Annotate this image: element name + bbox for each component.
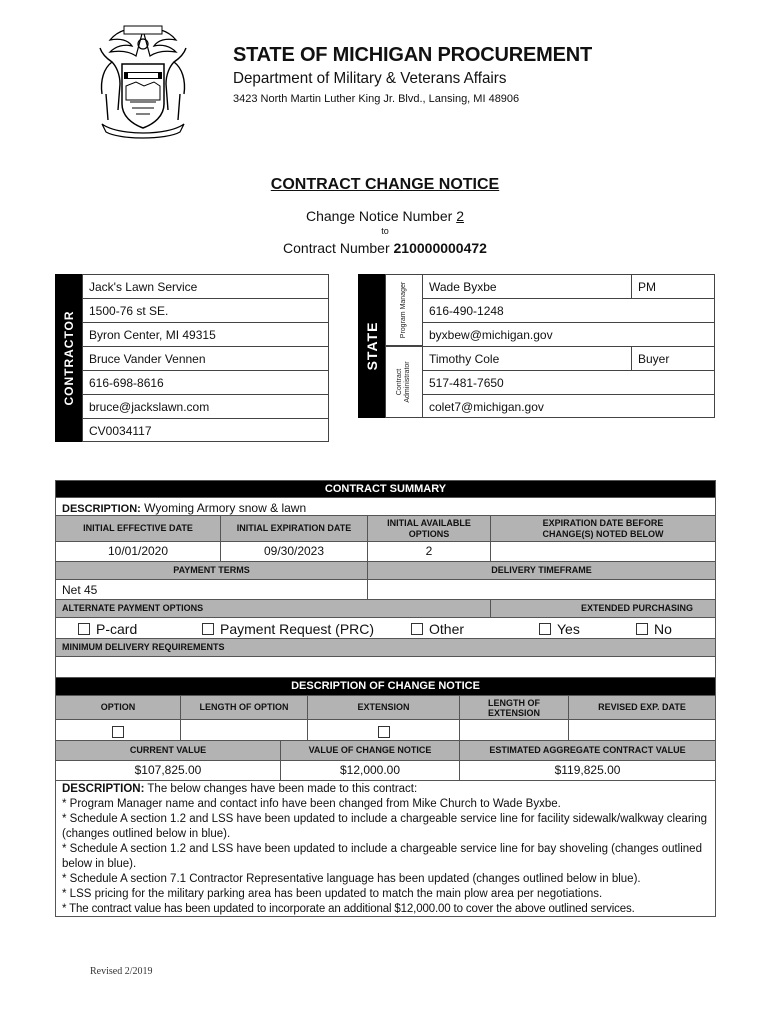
length-of-option-header: LENGTH OF OPTION — [180, 695, 308, 720]
contract-admin-label: Contract Administrator — [396, 361, 411, 403]
other-checkbox[interactable] — [411, 623, 423, 635]
yes-option[interactable] — [539, 621, 580, 637]
pcard-label: P-card — [96, 621, 138, 637]
contractor-vendor-id: CV0034117 — [82, 418, 329, 442]
expiration-before-change-header: EXPIRATION DATE BEFORE CHANGE(S) NOTED BELOW — [490, 515, 716, 542]
contractor-city: Byron Center, MI 49315 — [82, 322, 329, 347]
min-delivery-header: MINIMUM DELIVERY REQUIREMENTS — [55, 638, 716, 657]
state-label: STATE — [363, 321, 380, 371]
change-desc-intro-text: The below changes have been made to this contract: — [144, 783, 418, 795]
ca-role: Buyer — [631, 346, 715, 371]
change-desc-intro — [62, 782, 709, 797]
summary-description — [55, 497, 716, 516]
prc-checkbox[interactable] — [202, 623, 214, 635]
delivery-timeframe-header: DELIVERY TIMEFRAME — [367, 561, 716, 580]
contractor-label-bar — [55, 274, 82, 442]
change-desc-item: * Schedule A section 7.1 Contractor Representative language has been updated (changes outlined below in blue). — [62, 873, 641, 885]
revised-exp-date-cell — [568, 719, 716, 741]
revision-note: Revised 2/2019 — [90, 966, 153, 977]
other-label: Other — [429, 621, 465, 637]
contractor-phone: 616-698-8616 — [82, 370, 329, 395]
delivery-timeframe — [367, 579, 716, 600]
contractor-street: 1500-76 st SE. — [82, 298, 329, 323]
payment-terms: Net 45 — [55, 579, 368, 600]
option-cell — [55, 719, 181, 741]
current-value-header: CURRENT VALUE — [55, 740, 281, 761]
program-manager-label: Program Manager — [400, 281, 407, 339]
initial-options: 2 — [367, 541, 491, 562]
prc-label: Payment Request (PRC) — [220, 621, 375, 637]
length-of-extension-cell — [459, 719, 569, 741]
no-checkbox[interactable] — [636, 623, 648, 635]
change-desc-item: * The contract value has been updated to incorporate an additional $12,000.00 to cover the above outlined services. — [62, 903, 635, 915]
contract-summary-header: CONTRACT SUMMARY — [55, 480, 716, 498]
contract-number: 210000000472 — [393, 240, 487, 256]
pm-name: Wade Byxbe — [422, 274, 632, 299]
length-of-extension-header: LENGTH OF EXTENSION — [459, 695, 569, 720]
contractor-label: CONTRACTOR — [61, 310, 76, 406]
initial-options-header: INITIAL AVAILABLE OPTIONS — [367, 515, 491, 542]
notice-title: CONTRACT CHANGE NOTICE — [270, 176, 500, 193]
extension-header: EXTENSION — [307, 695, 460, 720]
revised-exp-date-header: REVISED EXP. DATE — [568, 695, 716, 720]
change-notice-line — [0, 208, 770, 224]
pm-phone: 616-490-1248 — [422, 298, 715, 323]
initial-effective-date-header: INITIAL EFFECTIVE DATE — [55, 515, 221, 542]
pcard-checkbox[interactable] — [78, 623, 90, 635]
option-header: OPTION — [55, 695, 181, 720]
summary-desc-value: Wyoming Armory snow & lawn — [140, 501, 307, 515]
ca-phone: 517-481-7650 — [422, 370, 715, 395]
change-value: $12,000.00 — [280, 760, 460, 781]
yes-label: Yes — [557, 621, 580, 637]
payment-terms-header: PAYMENT TERMS — [55, 561, 368, 580]
expiration-before-change — [490, 541, 716, 562]
contract-admin-label-box — [385, 346, 423, 418]
current-value: $107,825.00 — [55, 760, 281, 781]
yes-checkbox[interactable] — [539, 623, 551, 635]
extension-checkbox[interactable] — [378, 726, 390, 738]
contractor-name: Jack's Lawn Service — [82, 274, 329, 299]
department-name: Department of Military & Veterans Affairs — [233, 70, 507, 87]
initial-expiration-date: 09/30/2023 — [220, 541, 368, 562]
alt-payment-header: ALTERNATE PAYMENT OPTIONS — [55, 599, 491, 618]
michigan-seal-logo — [88, 24, 198, 140]
page-title: STATE OF MICHIGAN PROCUREMENT — [233, 44, 593, 66]
change-desc-item: * Schedule A section 1.2 and LSS have been updated to include a chargeable service line for bay shoveling (changes outlined below in blue). — [62, 843, 702, 870]
aggregate-value-header: ESTIMATED AGGREGATE CONTRACT VALUE — [459, 740, 716, 761]
length-of-option-cell — [180, 719, 308, 741]
department-address: 3423 North Martin Luther King Jr. Blvd., Lansing, MI 48906 — [233, 93, 520, 105]
summary-desc-label: DESCRIPTION: — [62, 503, 141, 515]
pcard-option[interactable] — [78, 621, 137, 637]
contractor-contact: Bruce Vander Vennen — [82, 346, 329, 371]
initial-expiration-date-header: INITIAL EXPIRATION DATE — [220, 515, 368, 542]
extended-purchasing-header: EXTENDED PURCHASING — [490, 599, 716, 618]
change-value-header: VALUE OF CHANGE NOTICE — [280, 740, 460, 761]
min-delivery-value — [55, 656, 716, 678]
pm-email[interactable]: byxbew@michigan.gov — [422, 322, 715, 347]
no-label: No — [654, 621, 672, 637]
aggregate-value: $119,825.00 — [459, 760, 716, 781]
change-notice-header: DESCRIPTION OF CHANGE NOTICE — [55, 677, 716, 696]
pm-role: PM — [631, 274, 715, 299]
contract-number-line — [0, 240, 770, 256]
ca-email[interactable]: colet7@michigan.gov — [422, 394, 715, 418]
state-label-bar — [358, 274, 385, 418]
option-checkbox[interactable] — [112, 726, 124, 738]
change-desc-item: * LSS pricing for the military parking area has been updated to match the main plow area per negotiations. — [62, 888, 603, 900]
other-option[interactable] — [411, 621, 464, 637]
change-notice-number: 2 — [456, 208, 464, 224]
extension-cell — [307, 719, 460, 741]
payment-options-row — [55, 617, 716, 639]
initial-effective-date: 10/01/2020 — [55, 541, 221, 562]
change-notice-label: Change Notice Number — [306, 208, 457, 224]
no-option[interactable] — [636, 621, 672, 637]
contractor-email[interactable]: bruce@jackslawn.com — [82, 394, 329, 419]
change-desc-label: DESCRIPTION: — [62, 783, 145, 795]
program-manager-label-box — [385, 274, 423, 346]
change-desc-item: * Program Manager name and contact info have been changed from Mike Church to Wade Byxbe. — [62, 798, 561, 810]
prc-option[interactable] — [202, 621, 374, 637]
ca-name: Timothy Cole — [422, 346, 632, 371]
change-description — [55, 780, 716, 917]
contract-number-label: Contract Number — [283, 240, 394, 256]
change-desc-item: * Schedule A section 1.2 and LSS have been updated to include a chargeable service line for facility sidewalk/walkway clearing (changes outlined below in blue). — [62, 813, 708, 840]
to-label: to — [381, 226, 389, 236]
